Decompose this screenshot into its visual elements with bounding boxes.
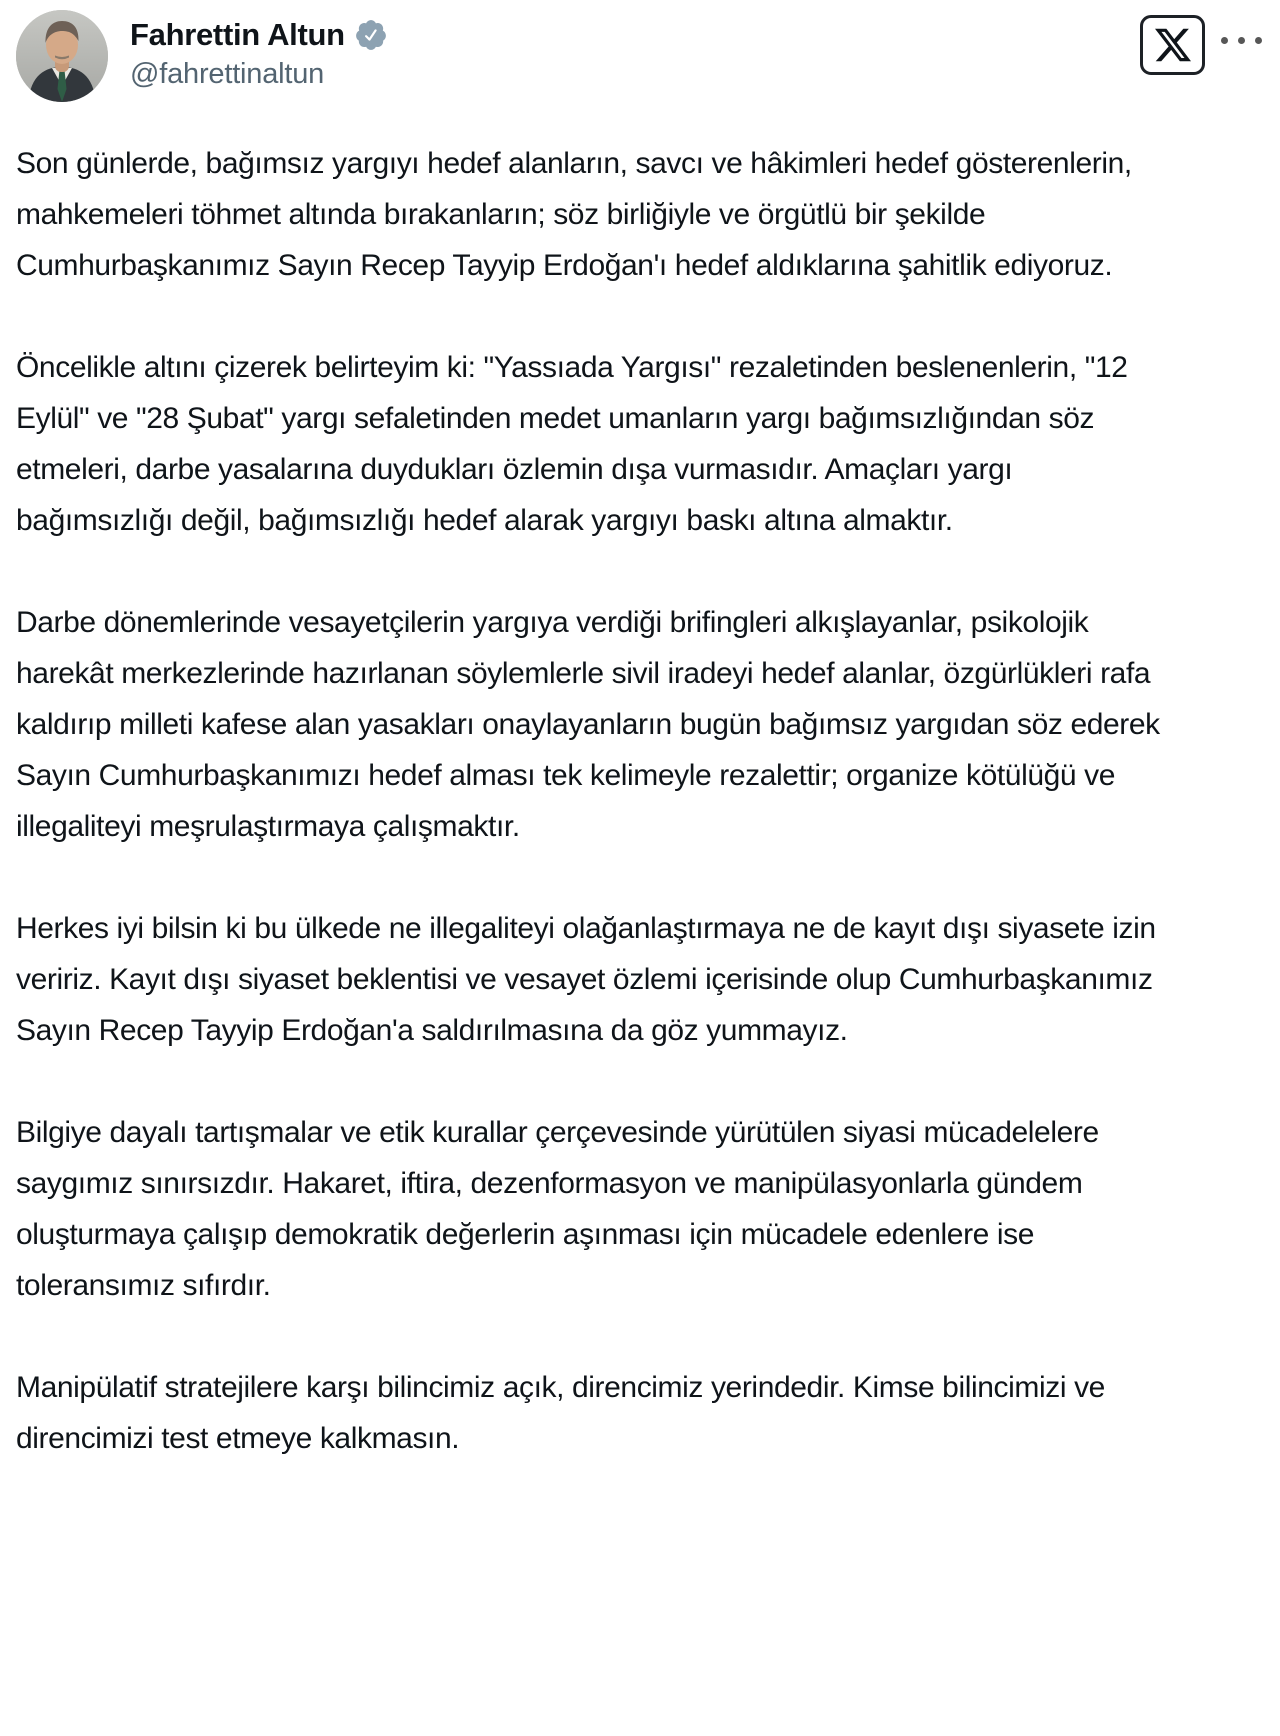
- identity-block: [130, 10, 388, 91]
- tweet-header: [0, 0, 1280, 112]
- avatar-portrait-image: [16, 10, 108, 102]
- tweet-paragraph: Darbe dönemlerinde vesayetçilerin yargıya verdiği brifingleri alkışlayanlar, psikolojik harekât merkezlerinde hazırlanan söylemlerle sivil iradeyi hedef alanlar, özgürlükleri rafa kaldırıp milleti kafese alan yasakları onaylayanların bugün bağımsız yargıdan söz ederek Sayın Cumhurbaşkanımızı hedef alması tek kelimeyle rezalettir; organize kötülüğü ve illegaliteyi meşrulaştırmaya çalışmaktır.: [16, 606, 1160, 843]
- tweet-paragraph: Bilgiye dayalı tartışmalar ve etik kurallar çerçevesinde yürütülen siyasi mücadelelere saygımız sınırsızdır. Hakaret, iftira, dezenformasyon ve manipülasyonlarla gündem oluşturmaya çalışıp demokratik değerlerin aşınması için mücadele edenlere ise toleransımız sıfırdır.: [16, 1116, 1099, 1302]
- display-name[interactable]: Fahrettin Altun: [130, 17, 345, 52]
- tweet-body: [0, 112, 1280, 1464]
- dot-icon: [1221, 37, 1228, 44]
- dot-icon: [1238, 37, 1245, 44]
- dot-icon: [1255, 37, 1262, 44]
- user-handle: @fahrettinaltun: [130, 58, 325, 91]
- more-options-button[interactable]: [1221, 37, 1262, 44]
- x-logo-icon: [1155, 27, 1191, 63]
- profile-avatar[interactable]: [16, 10, 108, 102]
- x-logo-button[interactable]: [1140, 15, 1205, 75]
- tweet-paragraph: Öncelikle altını çizerek belirteyim ki: "Yassıada Yargısı" rezaletinden beslenenlerin, "12 Eylül" ve "28 Şubat" yargı sefaletinden medet umanların yargı bağımsızlığından söz etmeleri, darbe yasalarına duydukları özlemin dışa vurmasıdır. Amaçları yargı bağımsızlığı değil, bağımsızlığı hedef alarak yargıyı baskı altına almaktır.: [16, 351, 1128, 537]
- tweet-paragraph: Son günlerde, bağımsız yargıyı hedef alanların, savcı ve hâkimleri hedef gösterenlerin, mahkemeleri töhmet altında bırakanların; söz birliğiyle ve örgütlü bir şekilde Cumhurbaşkanımız Sayın Recep Tayyip Erdoğan'ı hedef aldıklarına şahitlik ediyoruz.: [16, 147, 1132, 282]
- tweet-paragraph: Manipülatif stratejilere karşı bilincimiz açık, direncimiz yerindedir. Kimse bilincimizi ve direncimizi test etmeye kalkmasın.: [16, 1371, 1105, 1455]
- tweet-paragraph: Herkes iyi bilsin ki bu ülkede ne illegaliteyi olağanlaştırmaya ne de kayıt dışı siyasete izin veririz. Kayıt dışı siyaset beklentisi ve vesayet özlemi içerisinde olup Cumhurbaşkanımız Sayın Recep Tayyip Erdoğan'a saldırılmasına da göz yummayız.: [16, 912, 1156, 1047]
- verified-badge-icon: [354, 18, 388, 52]
